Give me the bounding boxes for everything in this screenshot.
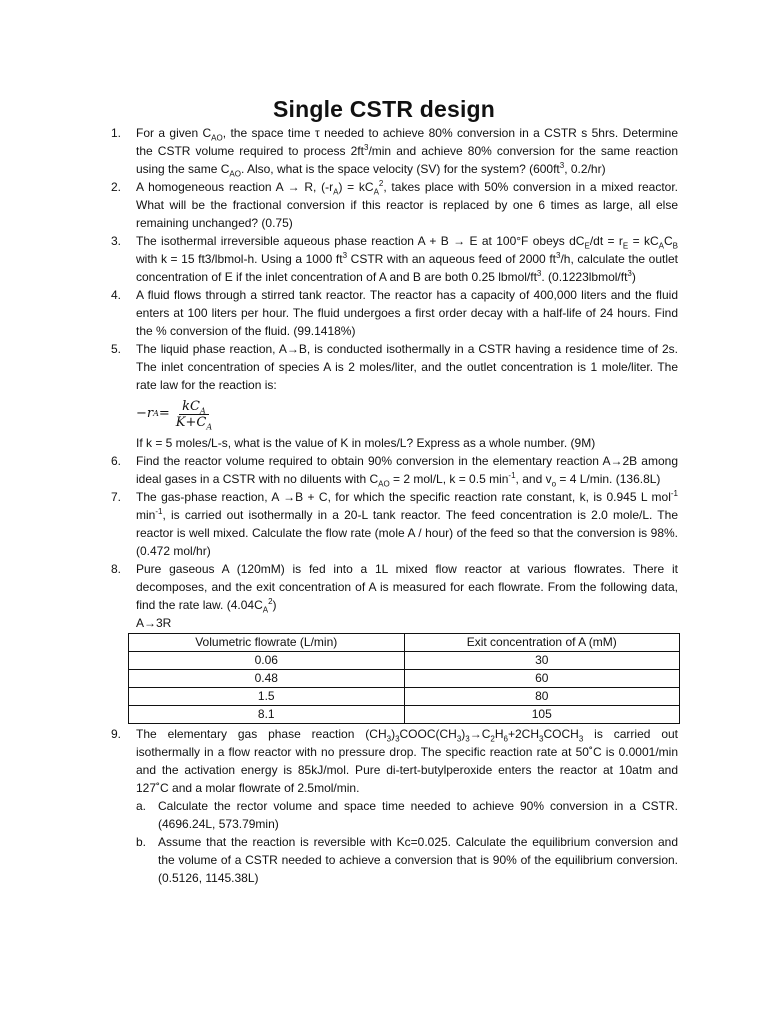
problem-1: 1. For a given $C_{AO}$, the space time τ needed to achieve 80% conversion in a CSTR s 5hrs. Determine the CSTR volume required to process $2ft^3/\min$ and achieve 80% conversion for the same reaction using the same $C_{AO}$. Also, what is the space velocity (SV) for the system? ($600ft^3$, 0.2/hr) — [111, 126, 679, 179]
table-cell: 0.48 — [129, 670, 405, 688]
problem-number: 8. — [111, 562, 122, 576]
table-row — [129, 670, 680, 688]
page-title: Single CSTR design — [272, 96, 496, 122]
table-row — [129, 706, 680, 724]
problem-number: 6. — [111, 454, 122, 468]
problem-5: 5. The liquid phase reaction, A→B, is conducted isothermally in a CSTR having a residence time of 2s. The inlet concentration of species A is 2 moles/liter, and the outlet concentration is 1 mole/liter. The rate law for the reaction is: −r A = $\frac{kC_A}{K+C_A}$ If k = 5 moles/L-s, what is the value of K in moles/L? Express as a whole number. (9M) — [111, 342, 678, 450]
column-header: Exit concentration of A (mM) — [404, 634, 680, 652]
table-cell: 60 — [404, 670, 680, 688]
problem-list — [111, 124, 678, 887]
problem-6: 6. Find the reactor volume required to obtain 90% conversion in the elementary reaction A→2B among ideal gases in a CSTR with no diluents with $C_{AO} = 2$ mol/L, k = 0.5 $\min^{-1}$, and $v_o = 4$ L/min. (136.8L) — [111, 454, 678, 489]
sub-problem-letter: a. — [136, 799, 147, 813]
sub-problem-letter: b. — [136, 835, 147, 849]
flowrate-table — [128, 633, 680, 724]
problem-8: 8. Pure gaseous A (120mM) is fed into a 1L mixed flow reactor at various flowrates. There it decomposes, and the exit concentration of A is measured for each flowrate. From the following data, find the rate law. $(4.04C_A^2)$ A→3R — [111, 562, 678, 630]
problem-number: 9. — [111, 727, 122, 741]
problem-7: 7. The gas-phase reaction, A →B + C, for which the specific reaction rate constant, k, is 0.945 L mol$^{-1}$ $\min^{-1}$, is carried out isothermally in a 20-L tank reactor. The feed concentration is 2.0 mole/L. The reactor is well mixed. Calculate the flow rate (mole A / hour) of the feed so that the conversion is 98%. (0.472 mol/hr) — [111, 489, 678, 558]
table-row — [129, 688, 680, 706]
table-cell: 80 — [404, 688, 680, 706]
problem-2: 2. A homogeneous reaction A → R, $(-r_A) = kC_A^2$, takes place with 50% conversion in a mixed reactor. What will be the fractional conversion if this reactor is replaced by one 6 times as large, all else remaining unchanged? (0.75) — [111, 179, 679, 230]
table-cell: 0.06 — [129, 652, 405, 670]
problem-number: 2. — [111, 180, 122, 194]
problem-number: 1. — [111, 126, 122, 140]
problem-4: 4. A fluid flows through a stirred tank reactor. The reactor has a capacity of 400,000 liters and the fluid enters at 100 liters per hour. The fluid undergoes a first order decay with a half-life of 24 hours. Find the % conversion of the fluid. (99.1418%) — [111, 288, 678, 338]
table-cell: 30 — [404, 652, 680, 670]
problem-9a: a. Calculate the rector volume and space time needed to achieve 90% conversion in a CSTR. (4696.24L, 573.79min) — [136, 799, 678, 831]
problem-number: 3. — [111, 234, 122, 248]
rate-law-formula: −r A = $\frac{kC_A}{K+C_A}$ — [136, 394, 678, 434]
table-cell: 105 — [404, 706, 680, 724]
reaction-label: A→3R — [136, 616, 172, 630]
table-header-row — [129, 634, 680, 652]
problem-number: 5. — [111, 342, 122, 356]
problem-9b: b. Assume that the reaction is reversible with Kc=0.025. Calculate the equilibrium conversion and the volume of a CSTR needed to achieve a conversion that is 90% of the equilibrium conversion. (0.5126, 1145.38L) — [136, 835, 678, 885]
problem-5-question: If k = 5 moles/L-s, what is the value of K in moles/L? Express as a whole number. (9M) — [136, 436, 596, 450]
problem-3: 3. The isothermal irreversible aqueous phase reaction A + B → E at 100°F obeys $dC_E/dt = r_E = kC_AC_B$ with k = 15 ft3/lbmol-h. Using a 1000 $ft^3$ CSTR with an aqueous feed of 2000 $ft^3/h$, calculate the outlet concentration of E if the inlet concentration of A and B are both 0.25 lbmol/$ft^3$. $(0.1223lbmol/ft^3)$ — [111, 234, 678, 284]
problem-number: 4. — [111, 288, 122, 302]
problem-9: 9. The elementary gas phase reaction $(CH_3)_3COOC(CH_3)_3\to C_2H_6+2CH_3COCH_3$ is carried out isothermally in a flow reactor with no pressure drop. The specific reaction rate at 50˚C is 0.0001/min and the activation energy is 85kJ/mol. Pure di-tert-butylperoxide enters the reactor at 10atm and 127˚C and a molar flowrate of 2.5mol/min. a. Calculate the rector volume and space time needed to achieve 90% conversion in a CSTR. (4696.24L, 573.79min) b. Assume that the reaction is reversible with Kc=0.025. Calculate the equilibrium conversion and the volume of a CSTR needed to achieve a conversion that is 90% of the equilibrium conversion. (0.5126, 1145.38L) — [111, 727, 678, 885]
table-cell: 8.1 — [129, 706, 405, 724]
table-cell: 1.5 — [129, 688, 405, 706]
problem-number: 7. — [111, 490, 122, 504]
rate-law-fraction: $\frac{kC_A}{K+C_A}$ — [175, 398, 213, 432]
table-row — [129, 652, 680, 670]
column-header: Volumetric flowrate (L/min) — [129, 634, 405, 652]
